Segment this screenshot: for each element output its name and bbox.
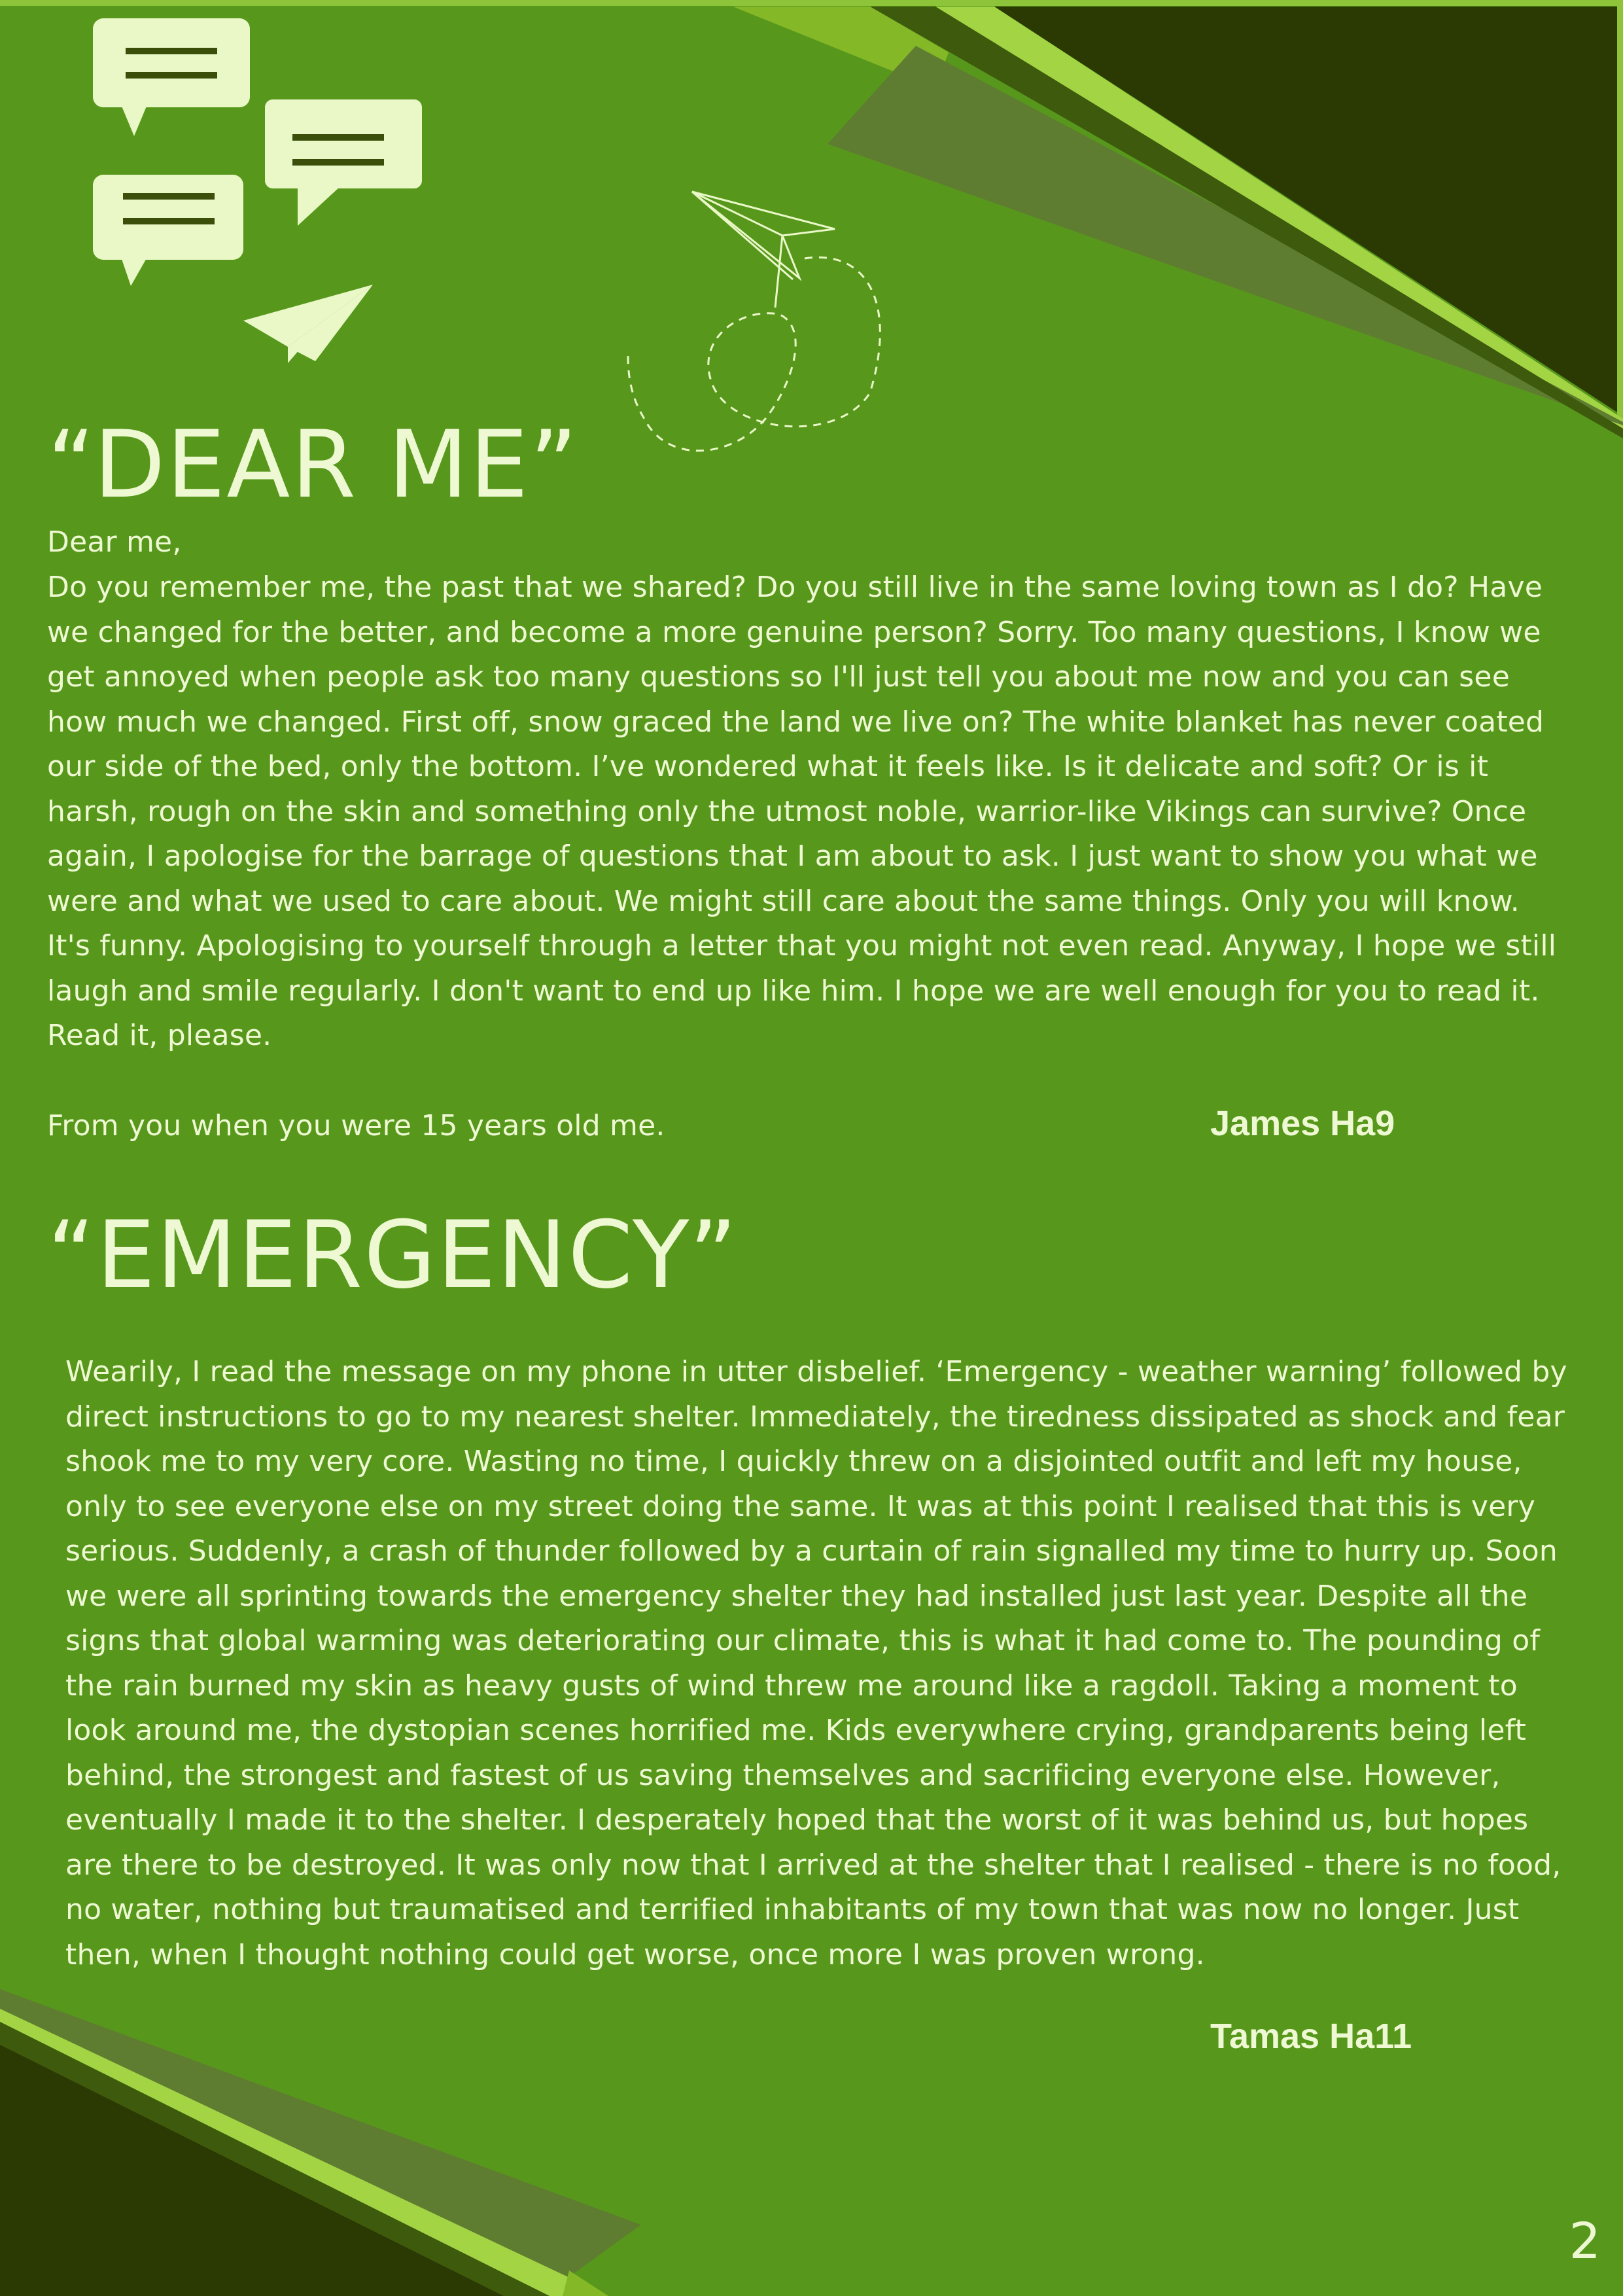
page-number: 2 (1569, 2212, 1601, 2270)
letter-salutation: Dear me, (47, 525, 182, 559)
author-name: James Ha9 (1210, 1104, 1395, 1143)
author-name: Tamas Ha11 (1210, 2017, 1412, 2056)
paper-plane-outline-icon (628, 192, 880, 451)
speech-bubbles-icon (93, 18, 422, 286)
paper-plane-icon (243, 285, 373, 363)
right-border (1617, 0, 1623, 419)
top-border (0, 0, 1623, 6)
section-title-emergency: “EMERGENCY” (47, 1201, 739, 1309)
corner-shape-bright-bottom (563, 2270, 608, 2296)
letter-body: Do you remember me, the past that we shared? Do you still live in the same loving town as I do? Have we changed for the better, and become a more genuine person? Sorry. Too many questions, I know we get annoyed when people ask too many questions so I'll just tell you about me now and you can see how much we changed. First off, snow graced the land we live on? The white blanket has never coated our side of the bed, only the bottom. I’ve wondered what it feels like. Is it delicate and soft? Or is it harsh, rough on the skin and something only the utmost noble, warrior-like Vikings can survive? Once again, I apologise for the barrage of questions that I am about to ask. I just want to show you what we were and what we used to care about. We might still care about the same things. Only you will know. It's funny. Apologising to yourself through a letter that you might not even read. Anyway, I hope we still laugh and smile regularly. I don't want to end up like him. I hope we are well enough for you to read it. Read it, please. (47, 571, 1557, 1052)
section-title-dear-me: “DEAR ME” (47, 411, 580, 519)
letter-signoff: From you when you were 15 years old me. (47, 1109, 665, 1142)
story-body: Wearily, I read the message on my phone in utter disbelief. ‘Emergency - weather warning’ followed by direct instructions to go to my nearest shelter. Immediately, the tiredness dissipated as shock and fear shook me to my very core. Wasting no time, I quickly threw on a disjointed outfit and left my house, only to see everyone else on my street doing the same. It was at this point I realised that this is very serious. Suddenly, a crash of thunder followed by a curtain of rain signalled my time to hurry up. Soon we were all sprinting towards the emergency shelter they had installed just last year. Despite all the signs that global warming was deteriorating our climate, this is what it had come to. The pounding of the rain burned my skin as heavy gusts of wind threw me around like a ragdoll. Taking a moment to look around me, the dystopian scenes horrified me. Kids everywhere crying, grandparents being left behind, the strongest and fastest of us saving themselves and sacrificing everyone else. However, eventually I made it to the shelter. I desperately hoped that the worst of it was behind us, but hopes are there to be destroyed. It was only now that I arrived at the shelter that I realised - there is no food, no water, nothing but traumatised and terrified inhabitants of my town that was now no longer. Just then, when I thought nothing could get worse, once more I was proven wrong. (65, 1355, 1567, 1971)
